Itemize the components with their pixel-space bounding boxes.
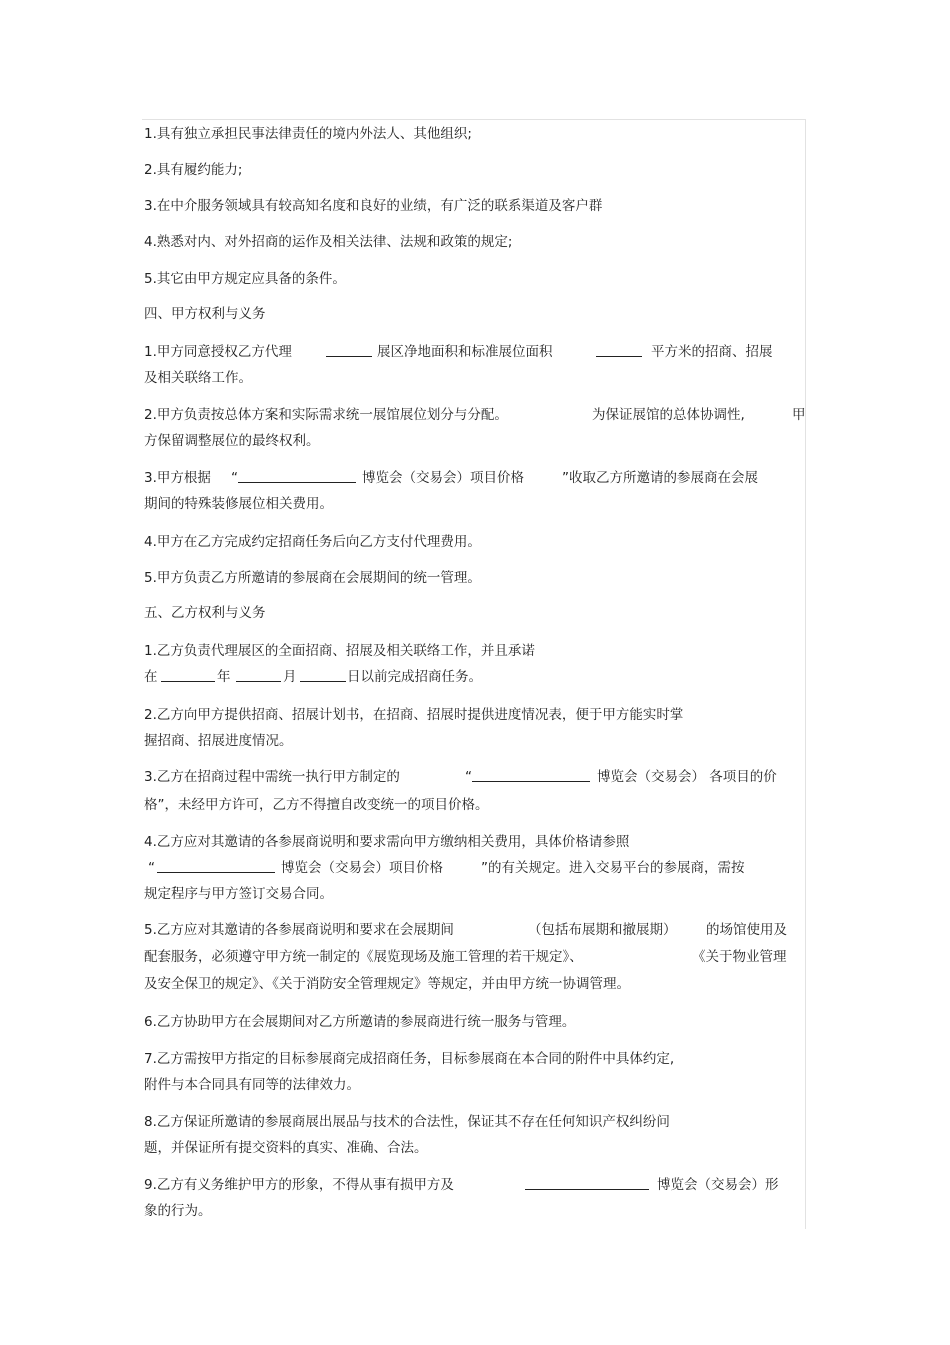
text-line: 4.甲方在乙方完成约定招商任务后向乙方支付代理费用。 (144, 534, 481, 550)
text-line: 5.乙方应对其邀请的各参展商说明和要求在会展期间 (144, 922, 454, 938)
text-line: 1.乙方负责代理展区的全面招商、招展及相关联络工作，并且承诺 (144, 643, 535, 659)
text-line: 在 (144, 669, 158, 685)
text-line: 6.乙方协助甲方在会展期间对乙方所邀请的参展商进行统一服务与管理。 (144, 1014, 576, 1030)
text-line: 题，并保证所有提交资料的真实、准确、合法。 (144, 1140, 428, 1156)
text-line: 及安全保卫的规定》、《关于消防安全管理规定》等规定，并由甲方统一协调管理。 (144, 976, 630, 992)
fill-in-blank (525, 1176, 649, 1190)
text-line: 年 (217, 669, 231, 685)
text-line: ”的有关规定。进入交易平台的参展商，需按 (481, 860, 745, 876)
text-line: 握招商、招展进度情况。 (144, 733, 293, 749)
text-line: 日以前完成招商任务。 (347, 669, 482, 685)
text-line: 规定程序与甲方签订交易合同。 (144, 886, 333, 902)
text-line: 方保留调整展位的最终权利。 (144, 433, 320, 449)
fill-in-blank (238, 469, 356, 483)
text-line: 2.甲方负责按总体方案和实际需求统一展馆展位划分与分配。 (144, 407, 508, 423)
text-line: 及相关联络工作。 (144, 370, 252, 386)
text-line: 格”，未经甲方许可，乙方不得擅自改变统一的项目价格。 (144, 797, 489, 813)
fill-in-blank (326, 343, 372, 357)
text-line: 博览会（交易会）项目价格 (281, 860, 443, 876)
text-line: 博览会（交易会） 各项目的价 (597, 769, 777, 785)
text-line: 月 (283, 669, 297, 685)
text-line: “ (465, 769, 472, 785)
text-line: 1.甲方同意授权乙方代理 (144, 344, 292, 360)
text-line: 7.乙方需按甲方指定的目标参展商完成招商任务，目标参展商在本合同的附件中具体约定, (144, 1051, 675, 1067)
text-line: （包括布展期和撤展期） (528, 922, 677, 938)
text-line: 期间的特殊装修展位相关费用。 (144, 496, 333, 512)
text-line: 象的行为。 (144, 1203, 212, 1219)
fill-in-blank (157, 859, 275, 873)
fill-in-blank (236, 668, 281, 682)
text-line: 附件与本合同具有同等的法律效力。 (144, 1077, 360, 1093)
text-line: 配套服务，必须遵守甲方统一制定的《展览现场及施工管理的若干规定》、 (144, 949, 583, 965)
text-line: 3.在中介服务领域具有较高知名度和良好的业绩，有广泛的联系渠道及客户群 (144, 198, 603, 214)
text-line: 的场馆使用及 (706, 922, 787, 938)
text-line: 9.乙方有义务维护甲方的形象，不得从事有损甲方及 (144, 1177, 454, 1193)
text-line: 2.具有履约能力; (144, 162, 243, 178)
text-line: 博览会（交易会）项目价格 (362, 470, 524, 486)
text-line: 4.乙方应对其邀请的各参展商说明和要求需向甲方缴纳相关费用，具体价格请参照 (144, 834, 630, 850)
text-line: 3.乙方在招商过程中需统一执行甲方制定的 (144, 769, 400, 785)
text-line: 8.乙方保证所邀请的参展商展出展品与技术的合法性，保证其不存在任何知识产权纠纷问 (144, 1114, 670, 1130)
text-line: 为保证展馆的总体协调性, (592, 407, 745, 423)
text-line: ”收取乙方所邀请的参展商在会展 (562, 470, 758, 486)
text-line: 5.甲方负责乙方所邀请的参展商在会展期间的统一管理。 (144, 570, 481, 586)
text-line: 平方米的招商、招展 (651, 344, 773, 360)
text-line: “ (148, 860, 155, 876)
text-line: 博览会（交易会）形 (657, 1177, 779, 1193)
text-line: 甲 (792, 407, 806, 423)
text-line: 《关于物业管理 (692, 949, 787, 965)
fill-in-blank (161, 668, 215, 682)
section-heading: 四、甲方权利与义务 (144, 306, 266, 322)
text-line: 4.熟悉对内、对外招商的运作及相关法律、法规和政策的规定; (144, 234, 513, 250)
text-line: 3.甲方根据 (144, 470, 211, 486)
section-heading: 五、乙方权利与义务 (144, 605, 266, 621)
text-line: 2.乙方向甲方提供招商、招展计划书，在招商、招展时提供进度情况表，便于甲方能实时掌 (144, 707, 684, 723)
text-line: 1.具有独立承担民事法律责任的境内外法人、其他组织; (144, 126, 472, 142)
fill-in-blank (300, 668, 346, 682)
fill-in-blank (596, 343, 642, 357)
text-line: 5.其它由甲方规定应具备的条件。 (144, 271, 346, 287)
text-line: “ (231, 470, 238, 486)
fill-in-blank (472, 768, 590, 782)
text-line: 展区净地面积和标准展位面积 (377, 344, 553, 360)
